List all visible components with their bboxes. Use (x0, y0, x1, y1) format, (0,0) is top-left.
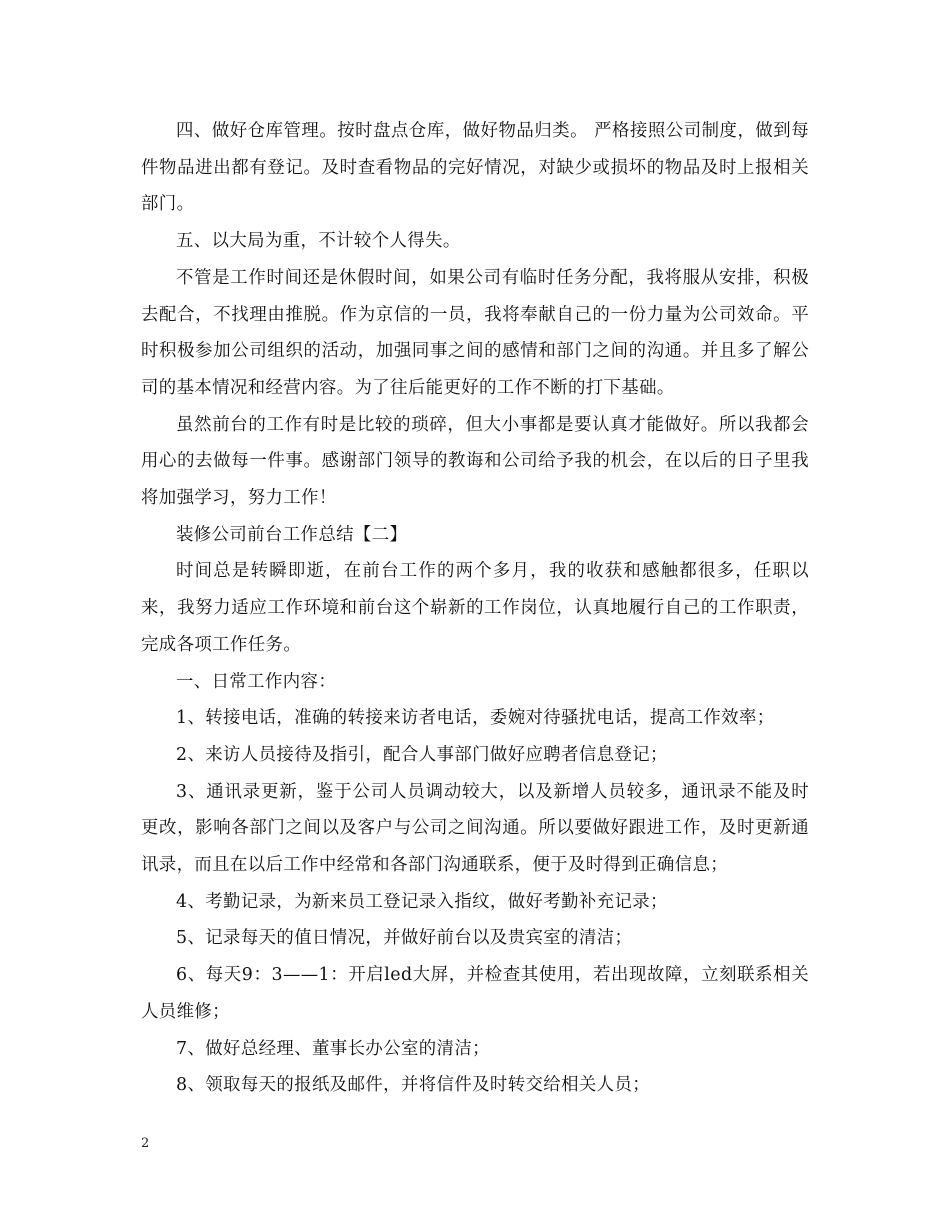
section-heading-summary-two: 装修公司前台工作总结【二】 (176, 524, 408, 545)
list-item-mail-handling: 8、领取每天的报纸及邮件，并将信件及时转交给相关人员； (176, 1075, 651, 1096)
list-item-office-cleaning: 7、做好总经理、董事长办公室的清洁； (176, 1038, 490, 1059)
paragraph-intro-summary-two: 时间总是转瞬即逝，在前台工作的两个多月，我的收获和感触都很多，任职以来，我努力适应工作环境和前台这个崭新的工作岗位，认真地履行自己的工作职责，完成各项工作任务。 (141, 561, 809, 655)
list-item-led-screen: 6、每天9：3——1：开启led大屏，并检查其使用，若出现故障，立刻联系相关人员维修； (141, 965, 809, 1022)
list-item-directory-update: 3、通讯录更新，鉴于公司人员调动较大，以及新增人员较多，通讯录不能及时更改，影响各部门之间以及客户与公司之间沟通。所以要做好跟进工作，及时更新通讯录，而且在以后工作中经常和各部门沟通联系，便于及时得到正确信息； (141, 781, 809, 876)
page-number: 2 (141, 1136, 150, 1151)
paragraph-front-desk-reflection: 虽然前台的工作有时是比较的琐碎，但大小事都是要认真才能做好。所以我都会用心的去做每一件事。感谢部门领导的教诲和公司给予我的机会，在以后的日子里我将加强学习，努力工作！ (141, 414, 809, 509)
paragraph-overall-interest: 五、以大局为重，不计较个人得失。 (176, 231, 461, 252)
paragraph-warehouse-management: 四、做好仓库管理。按时盘点仓库，做好物品归类。 严格接照公司制度，做到每件物品进出都有登记。及时查看物品的完好情况，对缺少或损坏的物品及时上报相关部门。 (141, 121, 809, 215)
list-item-duty-record: 5、记录每天的值日情况，并做好前台以及贵宾室的清洁； (176, 928, 633, 949)
list-heading-daily-work: 一、日常工作内容： (176, 671, 337, 692)
document-body (141, 113, 809, 1104)
list-item-visitor-reception: 2、来访人员接待及指引，配合人事部门做好应聘者信息登记； (176, 744, 668, 765)
list-item-attendance-record: 4、考勤记录，为新来员工登记录入指纹，做好考勤补充记录； (176, 891, 668, 912)
paragraph-obey-arrangement: 不管是工作时间还是休假时间，如果公司有临时任务分配，我将服从安排，积极去配合，不找理由推脱。作为京信的一员，我将奉献自己的一份力量为公司效命。平时积极参加公司组织的活动，加强同事之间的感情和部门之间的沟通。并且多了解公司的基本情况和经营内容。为了往后能更好的工作不断的打下基础。 (141, 267, 809, 398)
list-item-phone-transfer: 1、转接电话，准确的转接来访者电话，委婉对待骚扰电话，提高工作效率； (176, 708, 775, 729)
